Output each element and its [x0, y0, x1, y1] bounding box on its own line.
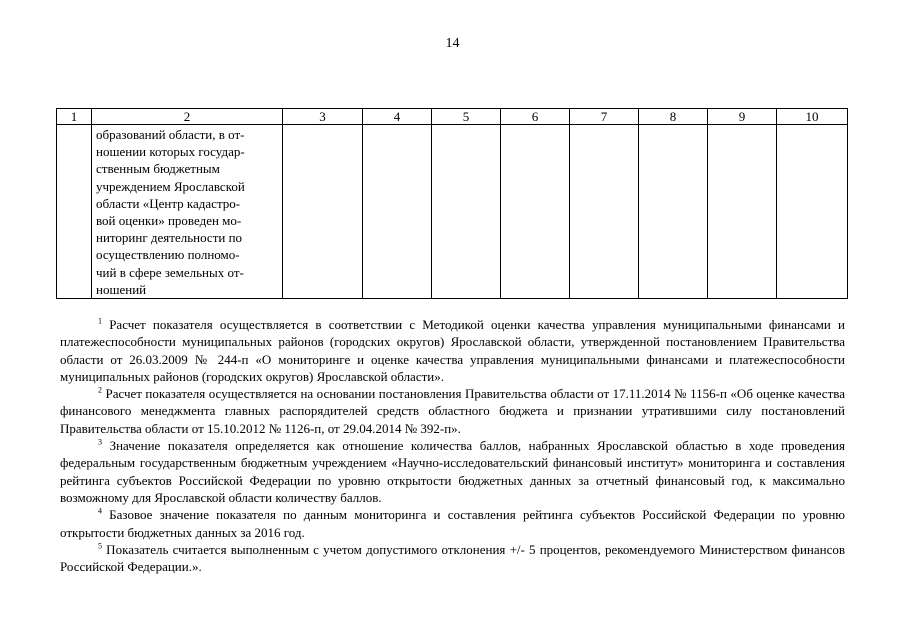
footnote-mark: 4 — [98, 506, 102, 516]
column-header: 1 — [57, 109, 92, 125]
footnote — [60, 316, 845, 385]
table-cell — [57, 125, 92, 299]
indicator-table — [56, 108, 848, 299]
column-header: 2 — [92, 109, 283, 125]
description-line: ственным бюджетным — [96, 161, 220, 177]
footnote-mark: 2 — [98, 385, 102, 395]
column-header: 9 — [708, 109, 777, 125]
description-lines — [92, 125, 282, 298]
footnote-text: Значение показателя определяется как отношение количества баллов, набранных Ярославской областью в ходе проведения федеральным государственным бюджетным учреждением «Научно-исследовательский финансовый институт» мониторинга и составления рейтинга субъектов Российской Федерации по уровню открытости бюджетных данных за отчетный финансовый год, к максимально возможному для Ярославской области количеству баллов. — [60, 438, 845, 505]
description-line: ношений — [96, 281, 147, 297]
footnote-text: Базовое значение показателя по данным мониторинга и составления рейтинга субъектов Российской Федерации по уровню открытости бюджетных данных за 2016 год. — [60, 507, 845, 540]
table-cell — [777, 125, 848, 299]
column-header: 8 — [639, 109, 708, 125]
table-cell-description — [92, 125, 283, 299]
column-header: 7 — [570, 109, 639, 125]
column-header: 10 — [777, 109, 848, 125]
footnote — [60, 437, 845, 506]
footnote-mark: 3 — [98, 437, 102, 447]
description-line: образований области, в от- — [96, 127, 245, 142]
column-header: 5 — [432, 109, 501, 125]
footnote-text: Расчет показателя осуществляется на основании постановления Правительства области от 17.11.2014 № 1156-п «Об оценке качества финансового менеджмента главных распорядителей средств областного бюджета и признании утратившими силу постановлений Правительства области от 15.10.2012 № 1126-п, от 29.04.2014 № 392-п». — [60, 386, 845, 436]
column-header: 3 — [283, 109, 363, 125]
description-line: вой оценки» проведен мо- — [96, 213, 242, 229]
table-cell — [501, 125, 570, 299]
description-line: ниторинг деятельности по — [96, 230, 243, 246]
table-cell — [432, 125, 501, 299]
footnote — [60, 541, 845, 576]
description-line: области «Центр кадастро- — [96, 195, 241, 211]
description-line: чий в сфере земельных от- — [96, 264, 244, 280]
table-header-row — [57, 109, 848, 125]
table-row — [57, 125, 848, 299]
footnote-text: Расчет показателя осуществляется в соответствии с Методикой оценки качества управления муниципальными финансами и платежеспособности муниципальных районов (городских округов) Ярославской области, утвержденной постановлением Правительства области от 26.03.2009 № 244-п «О мониторинге и оценке качества управления муниципальными финансами и платежеспособности муниципальных районов (городских округов) Ярославской области». — [60, 317, 845, 384]
footnotes — [60, 316, 845, 575]
column-header: 4 — [363, 109, 432, 125]
column-header: 6 — [501, 109, 570, 125]
table-cell — [283, 125, 363, 299]
table-cell — [363, 125, 432, 299]
description-line: осуществлению полномо- — [96, 247, 240, 263]
table-cell — [639, 125, 708, 299]
footnote — [60, 506, 845, 541]
footnote-mark: 1 — [98, 316, 102, 326]
description-line: учреждением Ярославской — [96, 178, 245, 194]
page-number: 14 — [445, 36, 460, 51]
description-line: ношении которых государ- — [96, 144, 245, 160]
footnote-text: Показатель считается выполненным с учетом допустимого отклонения +/- 5 процентов, рекомендуемого Министерством финансов Российской Федерации.». — [60, 541, 845, 575]
footnote — [60, 385, 845, 437]
table-cell — [708, 125, 777, 299]
footnote-mark: 5 — [98, 541, 102, 551]
table-cell — [570, 125, 639, 299]
